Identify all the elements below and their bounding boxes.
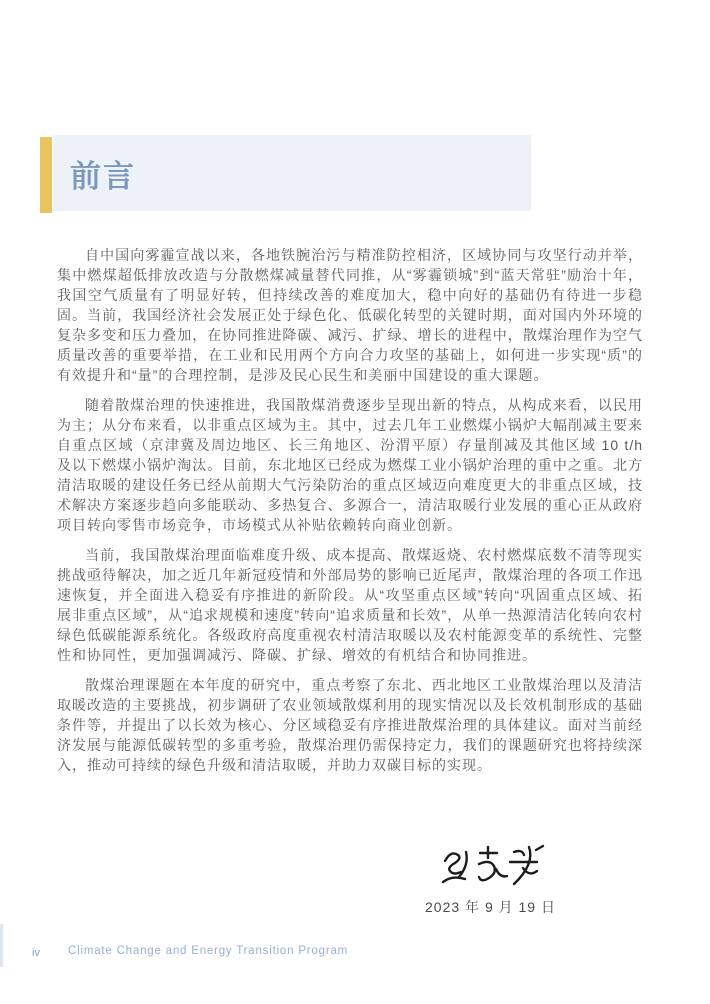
paragraph-3: 当前，我国散煤治理面临难度升级、成本提高、散煤返烧、农村燃煤底数不清等现实挑战亟待解决，加之近几年新冠疫情和外部局势的影响已近尾声，散煤治理的各项工作迅速恢复，并全面进入稳妥有序推进的新阶段。从“攻坚重点区域”转向“巩固重点区域、拓展非重点区域”，从“追求规模和速度”转向“追求质量和长效”，从单一热源清洁化转向农村绿色低碳能源系统化。各级政府高度重视农村清洁取暖以及农村能源变革的系统性、完整性和协同性，更加强调减污、降碳、扩绿、增效的有机结合和协同推进。 [57,547,643,663]
paragraph-4: 散煤治理课题在本年度的研究中，重点考察了东北、西北地区工业散煤治理以及清洁取暖改造的主要挑战，初步调研了农业领域散煤利用的现实情况以及长效机制形成的基础条件等，并提出了以长效为核心、分区域稳妥有序推进散煤治理的具体建议。面对当前经济发展与能源低碳转型的多重考验，散煤治理仍需保持定力，我们的课题研究也将持续深入，推动可持续的绿色升级和清洁取暖，并助力双碳目标的实现。 [57,677,643,773]
footer-program-name: Climate Change and Energy Transition Program [68,945,349,957]
page-title: 前言 [70,158,136,194]
paragraph-2: 随着散煤治理的快速推进，我国散煤消费逐步呈现出新的特点，从构成来看，以民用为主；从分布来看，以非重点区域为主。其中，过去几年工业燃煤小锅炉大幅削减主要来自重点区域（京津冀及周边地区、长三角地区、汾渭平原）存量削减及其他区域 10 t/h 及以下燃煤小锅炉淘汰。目前，东北地区已经成为燃煤工业小锅炉治理的重中之重。北方清洁取暖的建设任务已经从前期大气污染防治的重点区域迈向难度更大的非重点区域，技术解决方案逐步趋向多能联动、多热复合、多源合一，清洁取暖行业发展的重心正从政府项目转向零售市场竞争，市场模式从补贴依赖转向商业创新。 [57,397,643,533]
paragraph-1: 自中国向雾霾宣战以来，各地铁腕治污与精准防控相济，区域协同与攻坚行动并举，集中燃煤超低排放改造与分散燃煤减量替代同推，从“雾霾锁城”到“蓝天常驻”励治十年，我国空气质量有了明显好转，但持续改善的难度加大，稳中向好的基础仍有待进一步稳固。当前，我国经济社会发展正处于绿色化、低碳化转型的关键时期，面对国内外环境的复杂多变和压力叠加，在协同推进降碳、减污、扩绿、增长的进程中，散煤治理作为空气质量改善的重要举措，在工业和民用两个方向合力攻坚的基础上，如何进一步实现“质”的有效提升和“量”的合理控制，是涉及民心民生和美丽中国建设的重大课题。 [57,247,643,383]
signature-handwriting-image [435,843,547,893]
preface-body [57,245,643,785]
footer-edge-accent [0,924,3,967]
preface-header [0,135,710,213]
title-accent-bar [40,137,52,213]
signature-block [408,843,573,917]
page-footer [0,945,710,965]
signature-date: 2023 年 9 月 19 日 [425,899,556,915]
title-box [53,135,531,211]
page-number: iv [32,947,40,959]
